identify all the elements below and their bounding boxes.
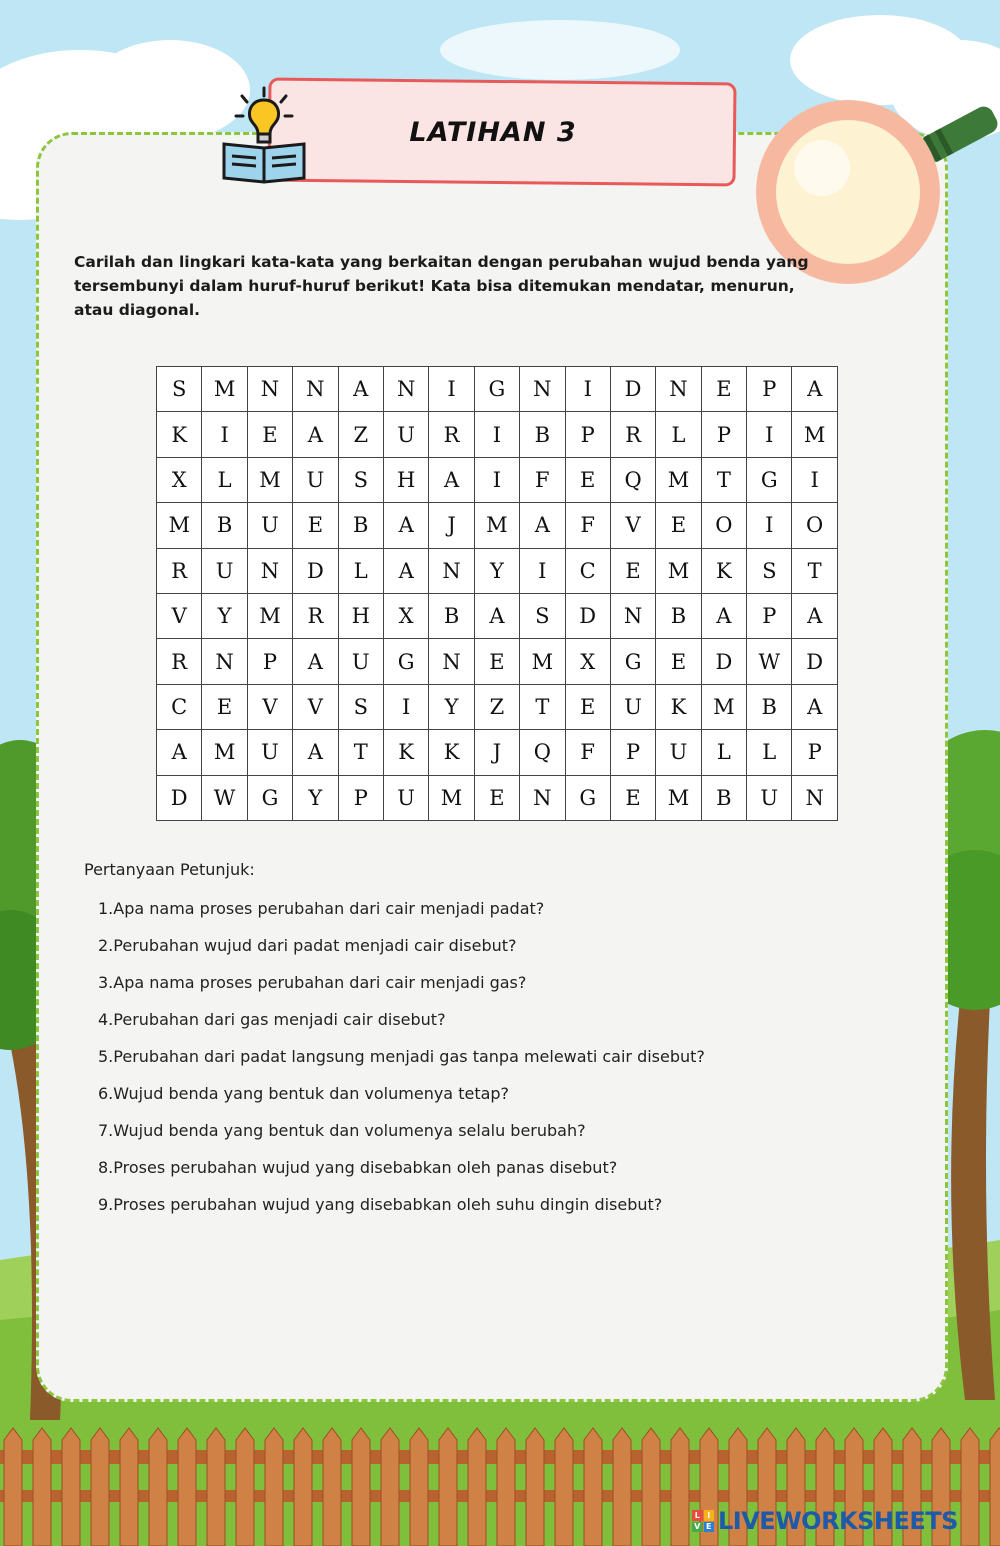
- grid-cell[interactable]: U: [247, 503, 292, 548]
- grid-cell[interactable]: P: [610, 730, 655, 775]
- grid-cell[interactable]: Q: [610, 457, 655, 502]
- grid-cell[interactable]: Y: [293, 775, 338, 820]
- grid-cell[interactable]: K: [157, 412, 202, 457]
- grid-cell[interactable]: E: [247, 412, 292, 457]
- grid-cell[interactable]: V: [157, 593, 202, 638]
- grid-cell[interactable]: E: [565, 457, 610, 502]
- grid-row: [157, 639, 838, 684]
- grid-cell[interactable]: F: [565, 503, 610, 548]
- grid-cell[interactable]: J: [429, 503, 474, 548]
- fence-picket: [671, 1428, 689, 1546]
- grid-cell[interactable]: N: [247, 548, 292, 593]
- grid-row: [157, 548, 838, 593]
- grid-cell[interactable]: F: [565, 730, 610, 775]
- grid-cell[interactable]: M: [202, 730, 247, 775]
- grid-cell[interactable]: Y: [429, 684, 474, 729]
- grid-cell[interactable]: V: [610, 503, 655, 548]
- grid-cell[interactable]: I: [383, 684, 428, 729]
- grid-cell[interactable]: E: [610, 548, 655, 593]
- grid-cell[interactable]: U: [338, 639, 383, 684]
- page-title: LATIHAN 3: [409, 116, 577, 148]
- grid-cell[interactable]: U: [747, 775, 792, 820]
- grid-row: [157, 503, 838, 548]
- grid-cell[interactable]: P: [747, 367, 792, 412]
- grid-cell[interactable]: N: [202, 639, 247, 684]
- grid-cell[interactable]: A: [383, 503, 428, 548]
- grid-cell[interactable]: L: [656, 412, 701, 457]
- grid-cell[interactable]: Z: [338, 412, 383, 457]
- grid-cell[interactable]: P: [565, 412, 610, 457]
- instruction-text: Carilah dan lingkari kata-kata yang berkaitan dengan perubahan wujud benda yang tersembunyi dalam huruf-huruf berikut! Kata bisa ditemukan mendatar, menurun, atau diagonal.: [74, 253, 809, 319]
- question-item: 3.Apa nama proses perubahan dari cair menjadi gas?: [98, 973, 527, 992]
- questions-title: Pertanyaan Petunjuk:: [84, 860, 255, 879]
- grid-cell[interactable]: M: [157, 503, 202, 548]
- grid-cell[interactable]: L: [747, 730, 792, 775]
- grid-cell[interactable]: N: [247, 367, 292, 412]
- fence-picket: [207, 1428, 225, 1546]
- grid-cell[interactable]: B: [747, 684, 792, 729]
- question-item: 7.Wujud benda yang bentuk dan volumenya selalu berubah?: [98, 1121, 586, 1140]
- grid-cell[interactable]: A: [520, 503, 565, 548]
- fence-picket: [642, 1428, 660, 1546]
- grid-cell[interactable]: V: [247, 684, 292, 729]
- grid-cell[interactable]: D: [565, 593, 610, 638]
- grid-cell[interactable]: M: [520, 639, 565, 684]
- grid-cell[interactable]: N: [383, 367, 428, 412]
- grid-cell[interactable]: P: [792, 730, 837, 775]
- grid-cell[interactable]: R: [610, 412, 655, 457]
- grid-cell[interactable]: E: [656, 503, 701, 548]
- grid-cell[interactable]: I: [792, 457, 837, 502]
- fence-picket: [584, 1428, 602, 1546]
- grid-cell[interactable]: A: [338, 367, 383, 412]
- grid-row: [157, 367, 838, 412]
- grid-cell[interactable]: D: [610, 367, 655, 412]
- question-item: 9.Proses perubahan wujud yang disebabkan oleh suhu dingin disebut?: [98, 1195, 663, 1214]
- grid-cell[interactable]: I: [474, 457, 519, 502]
- grid-cell[interactable]: M: [792, 412, 837, 457]
- word-search-grid: [156, 366, 838, 821]
- grid-cell[interactable]: D: [157, 775, 202, 820]
- grid-cell[interactable]: M: [202, 367, 247, 412]
- grid-cell[interactable]: P: [338, 775, 383, 820]
- grid-cell[interactable]: M: [656, 775, 701, 820]
- grid-cell[interactable]: I: [520, 548, 565, 593]
- fence-picket: [613, 1428, 631, 1546]
- fence-picket: [497, 1428, 515, 1546]
- grid-cell[interactable]: N: [610, 593, 655, 638]
- grid-cell[interactable]: U: [610, 684, 655, 729]
- grid-cell[interactable]: U: [383, 412, 428, 457]
- question-item: 6.Wujud benda yang bentuk dan volumenya tetap?: [98, 1084, 510, 1103]
- grid-cell[interactable]: O: [792, 503, 837, 548]
- grid-cell[interactable]: R: [157, 639, 202, 684]
- grid-cell[interactable]: T: [338, 730, 383, 775]
- grid-cell[interactable]: V: [293, 684, 338, 729]
- grid-row: [157, 730, 838, 775]
- fence-picket: [294, 1428, 312, 1546]
- fence-picket: [265, 1428, 283, 1546]
- grid-cell[interactable]: Z: [474, 684, 519, 729]
- grid-cell[interactable]: A: [157, 730, 202, 775]
- fence-picket: [149, 1428, 167, 1546]
- grid-cell[interactable]: U: [656, 730, 701, 775]
- grid-cell[interactable]: N: [520, 367, 565, 412]
- grid-cell[interactable]: X: [383, 593, 428, 638]
- fence-picket: [236, 1428, 254, 1546]
- grid-row: [157, 775, 838, 820]
- grid-cell[interactable]: E: [701, 367, 746, 412]
- liveworksheets-logo[interactable]: [692, 1504, 958, 1538]
- grid-cell[interactable]: I: [747, 412, 792, 457]
- grid-cell[interactable]: A: [792, 367, 837, 412]
- grid-cell[interactable]: C: [157, 684, 202, 729]
- grid-cell[interactable]: M: [247, 593, 292, 638]
- grid-cell[interactable]: A: [701, 593, 746, 638]
- fence-picket: [381, 1428, 399, 1546]
- fence-picket: [526, 1428, 544, 1546]
- grid-cell[interactable]: S: [520, 593, 565, 638]
- grid-cell[interactable]: B: [701, 775, 746, 820]
- grid-cell[interactable]: X: [157, 457, 202, 502]
- grid-cell[interactable]: T: [701, 457, 746, 502]
- grid-cell[interactable]: P: [701, 412, 746, 457]
- fence-picket: [410, 1428, 428, 1546]
- grid-cell[interactable]: U: [383, 775, 428, 820]
- lightbulb-book-icon: [216, 84, 312, 188]
- grid-cell[interactable]: Q: [520, 730, 565, 775]
- grid-cell[interactable]: B: [520, 412, 565, 457]
- grid-cell[interactable]: A: [474, 593, 519, 638]
- grid-cell[interactable]: S: [338, 457, 383, 502]
- grid-cell[interactable]: K: [429, 730, 474, 775]
- grid-cell[interactable]: C: [565, 548, 610, 593]
- grid-cell[interactable]: S: [338, 684, 383, 729]
- fence-picket: [4, 1428, 22, 1546]
- grid-row: [157, 457, 838, 502]
- grid-cell[interactable]: H: [338, 593, 383, 638]
- grid-cell[interactable]: A: [293, 412, 338, 457]
- grid-cell[interactable]: S: [747, 548, 792, 593]
- grid-cell[interactable]: L: [202, 457, 247, 502]
- grid-cell[interactable]: G: [474, 367, 519, 412]
- grid-cell[interactable]: E: [202, 684, 247, 729]
- fence-picket: [120, 1428, 138, 1546]
- fence-picket: [33, 1428, 51, 1546]
- grid-cell[interactable]: G: [610, 639, 655, 684]
- questions-list: [98, 897, 705, 1230]
- fence-picket: [352, 1428, 370, 1546]
- fence-picket: [178, 1428, 196, 1546]
- grid-cell[interactable]: N: [293, 367, 338, 412]
- grid-cell[interactable]: O: [701, 503, 746, 548]
- grid-cell[interactable]: U: [202, 548, 247, 593]
- question-item: 1.Apa nama proses perubahan dari cair menjadi padat?: [98, 899, 545, 918]
- grid-cell[interactable]: A: [383, 548, 428, 593]
- grid-cell[interactable]: N: [656, 367, 701, 412]
- question-item: 8.Proses perubahan wujud yang disebabkan oleh panas disebut?: [98, 1158, 618, 1177]
- grid-cell[interactable]: E: [656, 639, 701, 684]
- grid-cell[interactable]: I: [474, 412, 519, 457]
- grid-cell[interactable]: I: [747, 503, 792, 548]
- grid-cell[interactable]: L: [701, 730, 746, 775]
- grid-cell[interactable]: P: [247, 639, 292, 684]
- logo-mark-icon: L I V E: [692, 1510, 714, 1532]
- question-item: 4.Perubahan dari gas menjadi cair disebut?: [98, 1010, 446, 1029]
- grid-cell[interactable]: K: [656, 684, 701, 729]
- grid-row: [157, 412, 838, 457]
- grid-cell[interactable]: I: [565, 367, 610, 412]
- fence-picket: [439, 1428, 457, 1546]
- grid-cell[interactable]: T: [792, 548, 837, 593]
- grid-cell[interactable]: K: [701, 548, 746, 593]
- grid-cell[interactable]: R: [293, 593, 338, 638]
- grid-cell[interactable]: H: [383, 457, 428, 502]
- grid-cell[interactable]: X: [565, 639, 610, 684]
- grid-cell[interactable]: U: [293, 457, 338, 502]
- question-item: 5.Perubahan dari padat langsung menjadi gas tanpa melewati cair disebut?: [98, 1047, 705, 1066]
- grid-cell[interactable]: F: [520, 457, 565, 502]
- grid-cell[interactable]: M: [429, 775, 474, 820]
- fence-picket: [62, 1428, 80, 1546]
- grid-cell[interactable]: B: [429, 593, 474, 638]
- grid-cell[interactable]: U: [247, 730, 292, 775]
- grid-cell[interactable]: I: [202, 412, 247, 457]
- logo-text: LIVEWORKSHEETS: [718, 1507, 958, 1535]
- grid-cell[interactable]: B: [656, 593, 701, 638]
- fence-picket: [323, 1428, 341, 1546]
- grid-cell[interactable]: D: [792, 639, 837, 684]
- grid-cell[interactable]: N: [792, 775, 837, 820]
- grid-cell[interactable]: G: [747, 457, 792, 502]
- grid-cell[interactable]: N: [429, 548, 474, 593]
- grid-cell[interactable]: I: [429, 367, 474, 412]
- grid-cell[interactable]: T: [520, 684, 565, 729]
- grid-cell[interactable]: R: [429, 412, 474, 457]
- grid-cell[interactable]: E: [610, 775, 655, 820]
- grid-cell[interactable]: S: [157, 367, 202, 412]
- fence-picket: [990, 1428, 1000, 1546]
- grid-cell[interactable]: A: [792, 593, 837, 638]
- grid-cell[interactable]: A: [293, 730, 338, 775]
- fence-picket: [468, 1428, 486, 1546]
- grid-cell[interactable]: G: [383, 639, 428, 684]
- grid-row: [157, 593, 838, 638]
- grid-cell[interactable]: Y: [474, 548, 519, 593]
- grid-cell[interactable]: E: [474, 639, 519, 684]
- grid-cell[interactable]: A: [792, 684, 837, 729]
- fence-picket: [961, 1428, 979, 1546]
- grid-cell[interactable]: M: [656, 548, 701, 593]
- grid-cell[interactable]: D: [701, 639, 746, 684]
- grid-cell[interactable]: M: [474, 503, 519, 548]
- grid-cell[interactable]: B: [202, 503, 247, 548]
- grid-cell[interactable]: R: [157, 548, 202, 593]
- grid-cell[interactable]: G: [565, 775, 610, 820]
- grid-cell[interactable]: G: [247, 775, 292, 820]
- question-item: 2.Perubahan wujud dari padat menjadi cair disebut?: [98, 936, 517, 955]
- grid-cell[interactable]: J: [474, 730, 519, 775]
- grid-cell[interactable]: W: [747, 639, 792, 684]
- grid-cell[interactable]: Y: [202, 593, 247, 638]
- grid-cell[interactable]: N: [429, 639, 474, 684]
- grid-row: [157, 684, 838, 729]
- grid-cell[interactable]: W: [202, 775, 247, 820]
- fence-picket: [555, 1428, 573, 1546]
- grid-cell[interactable]: A: [429, 457, 474, 502]
- grid-cell[interactable]: B: [338, 503, 383, 548]
- grid-cell[interactable]: K: [383, 730, 428, 775]
- fence-picket: [91, 1428, 109, 1546]
- grid-cell[interactable]: E: [565, 684, 610, 729]
- grid-cell[interactable]: E: [293, 503, 338, 548]
- grid-cell[interactable]: N: [520, 775, 565, 820]
- grid-cell[interactable]: E: [474, 775, 519, 820]
- grid-cell[interactable]: P: [747, 593, 792, 638]
- grid-cell[interactable]: D: [293, 548, 338, 593]
- grid-cell[interactable]: M: [656, 457, 701, 502]
- grid-cell[interactable]: M: [247, 457, 292, 502]
- grid-cell[interactable]: A: [293, 639, 338, 684]
- grid-cell[interactable]: M: [701, 684, 746, 729]
- grid-cell[interactable]: L: [338, 548, 383, 593]
